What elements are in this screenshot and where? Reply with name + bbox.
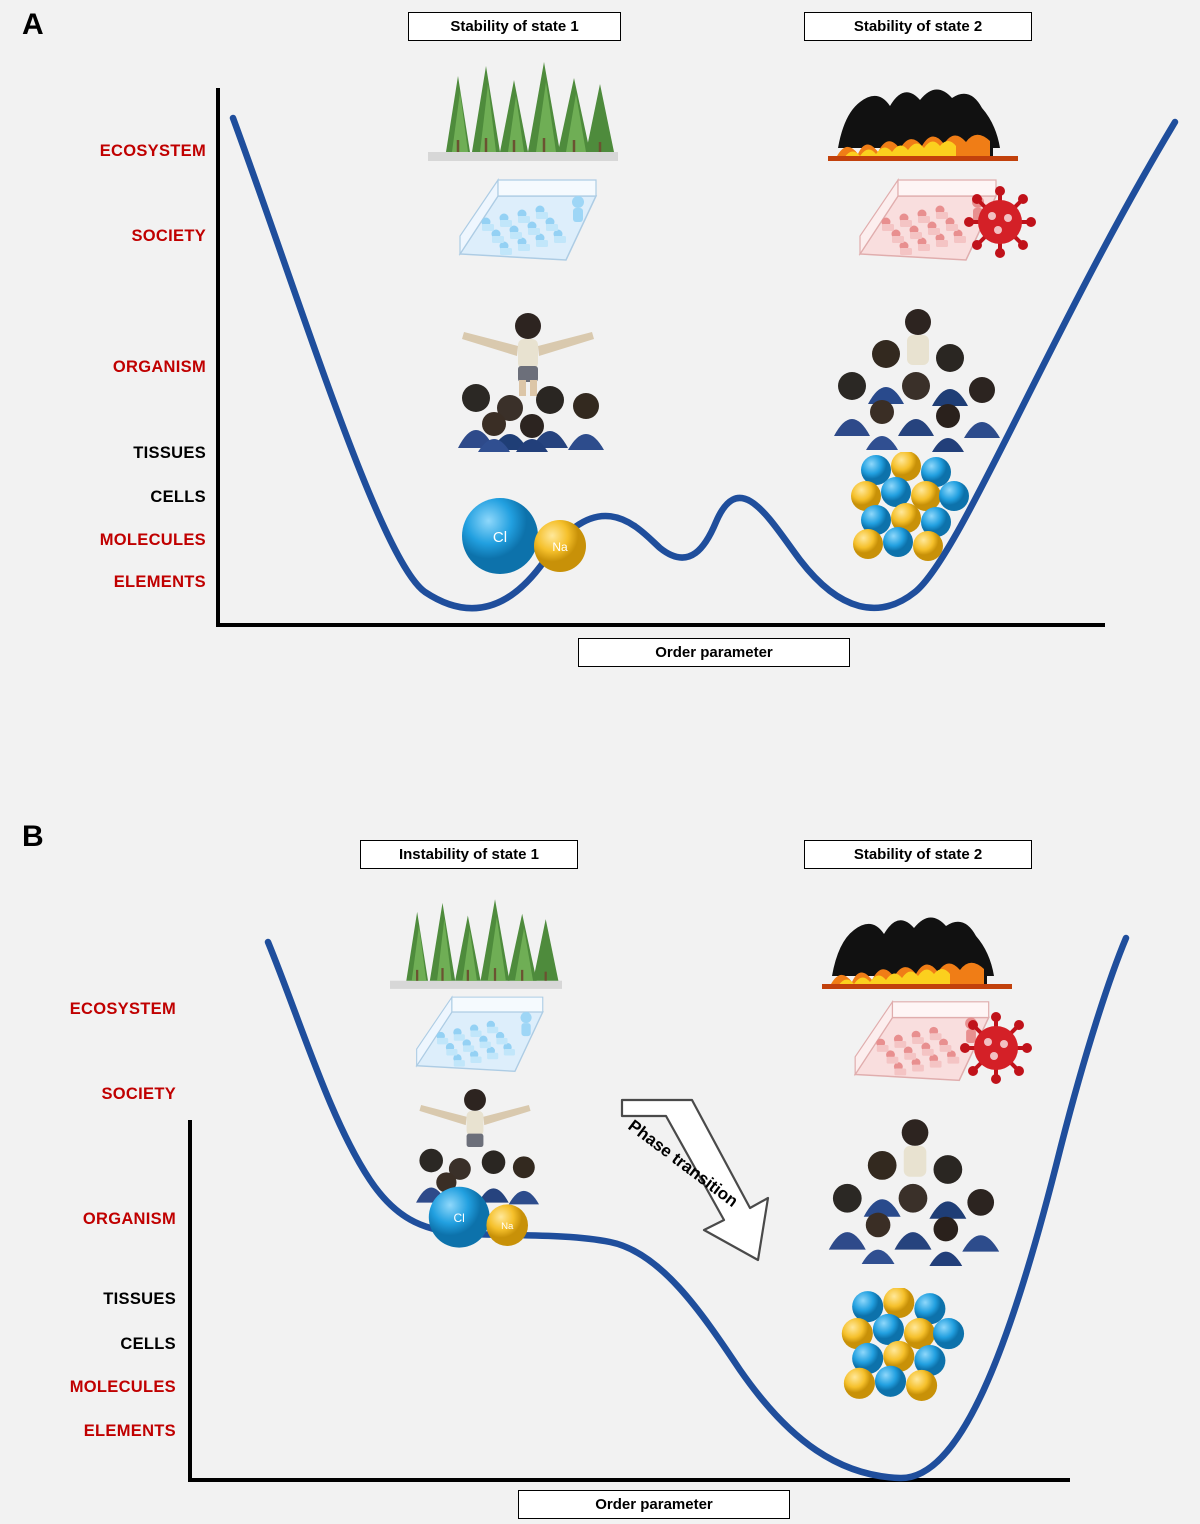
- svg-text:Na: Na: [552, 540, 568, 554]
- panel-a-level-tissues: TISSUES: [133, 444, 206, 462]
- burnt-forest-icon: [828, 52, 1018, 162]
- svg-text:Na: Na: [501, 1221, 514, 1233]
- people-group-icon: [428, 300, 628, 452]
- panel-a-level-society: SOCIETY: [131, 227, 206, 245]
- panel-a-level-cells: CELLS: [150, 488, 206, 506]
- panel-b-level-elements: ELEMENTS: [83, 1422, 176, 1440]
- panel-b: [0, 790, 1200, 1524]
- panel-a-xaxis-label: Order parameter: [578, 638, 850, 667]
- panel-b-level-organism: ORGANISM: [82, 1210, 176, 1228]
- svg-text:Cl: Cl: [492, 529, 508, 546]
- nacl-molecule-icon: [424, 1182, 536, 1254]
- panel-a: [0, 0, 1200, 760]
- panel-a-state1-label: Stability of state 1: [408, 12, 621, 41]
- panel-a-state2-label: Stability of state 2: [804, 12, 1032, 41]
- panel-b-letter: B: [22, 820, 44, 853]
- panel-b-level-molecules: MOLECULES: [69, 1378, 176, 1396]
- crowded-people-icon: [812, 300, 1022, 452]
- panel-a-level-organism: ORGANISM: [112, 358, 206, 376]
- panel-a-level-elements: ELEMENTS: [113, 573, 206, 591]
- blue-classroom-icon: [446, 168, 602, 278]
- svg-text:Cl: Cl: [453, 1211, 465, 1225]
- panel-b-state2-label: Stability of state 2: [804, 840, 1032, 869]
- panel-b-xaxis-label: Order parameter: [518, 1490, 790, 1519]
- blue-classroom-icon: [402, 986, 550, 1088]
- panel-b-level-tissues: TISSUES: [103, 1290, 176, 1308]
- salt-crystal-icon: [848, 452, 976, 562]
- burnt-forest-icon: [822, 880, 1012, 990]
- panel-b-level-society: SOCIETY: [101, 1085, 176, 1103]
- coronavirus-icon: [960, 1012, 1032, 1084]
- green-forest-icon: [428, 52, 618, 162]
- panel-b-level-cells: CELLS: [120, 1335, 176, 1353]
- nacl-molecule-icon: [456, 492, 596, 582]
- panel-b-level-ecosystem: ECOSYSTEM: [69, 1000, 176, 1018]
- panel-b-state1-label: Instability of state 1: [360, 840, 578, 869]
- coronavirus-icon: [964, 186, 1036, 258]
- panel-a-level-ecosystem: ECOSYSTEM: [99, 142, 206, 160]
- panel-a-level-molecules: MOLECULES: [99, 531, 206, 549]
- crowded-people-icon: [806, 1110, 1022, 1266]
- green-forest-icon: [390, 890, 562, 990]
- salt-crystal-icon: [838, 1288, 972, 1402]
- panel-b-phase-transition-label: Phase transition: [624, 1116, 742, 1211]
- panel-a-letter: A: [22, 8, 44, 41]
